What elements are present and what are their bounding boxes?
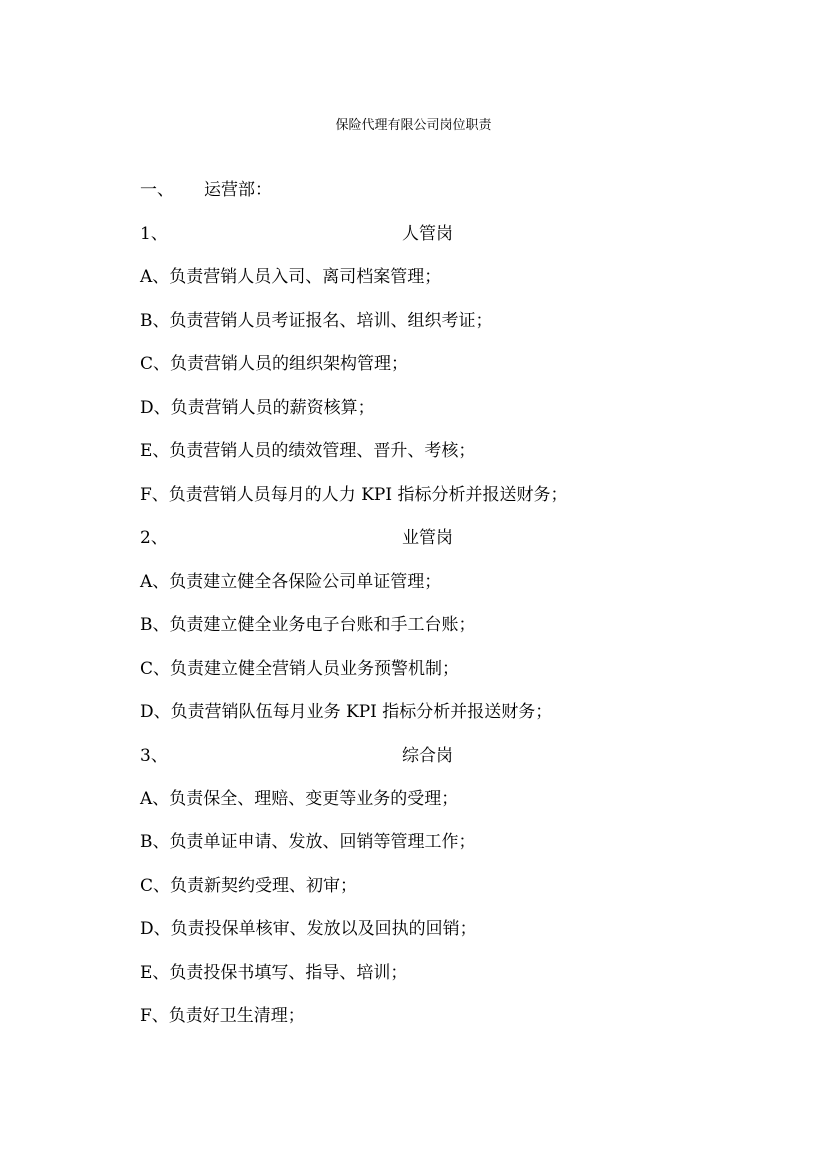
duty-item: E、负责投保书填写、指导、培训； bbox=[140, 963, 408, 983]
duty-item: B、负责建立健全业务电子台账和手工台账； bbox=[140, 615, 476, 635]
duty-item: B、负责单证申请、发放、回销等管理工作； bbox=[140, 832, 476, 852]
duty-item: C、负责营销人员的组织架构管理； bbox=[140, 354, 409, 374]
duty-item: D、负责营销人员的薪资核算； bbox=[140, 398, 375, 418]
subsection-number: 2、 bbox=[140, 528, 168, 548]
section-heading bbox=[140, 178, 272, 202]
duty-item: A、负责保全、理赔、变更等业务的受理； bbox=[140, 789, 459, 809]
duty-item: A、负责营销人员入司、离司档案管理； bbox=[140, 267, 442, 287]
subsection-heading-1 bbox=[140, 222, 560, 246]
duty-item: C、负责建立健全营销人员业务预警机制； bbox=[140, 659, 460, 679]
subsection-number: 3、 bbox=[140, 746, 168, 766]
duty-item: F、负责营销人员每月的人力 KPI 指标分析并报送财务； bbox=[140, 485, 568, 505]
duty-item: D、负责投保单核审、发放以及回执的回销； bbox=[140, 919, 477, 939]
duty-item: C、负责新契约受理、初审； bbox=[140, 876, 358, 896]
duty-item: E、负责营销人员的绩效管理、晋升、考核； bbox=[140, 441, 476, 461]
duty-item: F、负责好卫生清理； bbox=[140, 1006, 305, 1026]
subsection-title: 人管岗 bbox=[402, 224, 453, 244]
subsection-heading-2 bbox=[140, 526, 560, 550]
subsection-title: 综合岗 bbox=[402, 746, 453, 766]
duty-item: D、负责营销队伍每月业务 KPI 指标分析并报送财务； bbox=[140, 702, 553, 722]
subsection-title: 业管岗 bbox=[402, 528, 453, 548]
subsection-number: 1、 bbox=[140, 224, 168, 244]
document-title: 保险代理有限公司岗位职责 bbox=[335, 118, 492, 133]
section-name: 运营部： bbox=[204, 180, 272, 200]
section-number: 一、 bbox=[140, 180, 174, 200]
duty-item: B、负责营销人员考证报名、培训、组织考证； bbox=[140, 311, 493, 331]
subsection-heading-3 bbox=[140, 744, 560, 768]
duty-item: A、负责建立健全各保险公司单证管理； bbox=[140, 572, 442, 592]
